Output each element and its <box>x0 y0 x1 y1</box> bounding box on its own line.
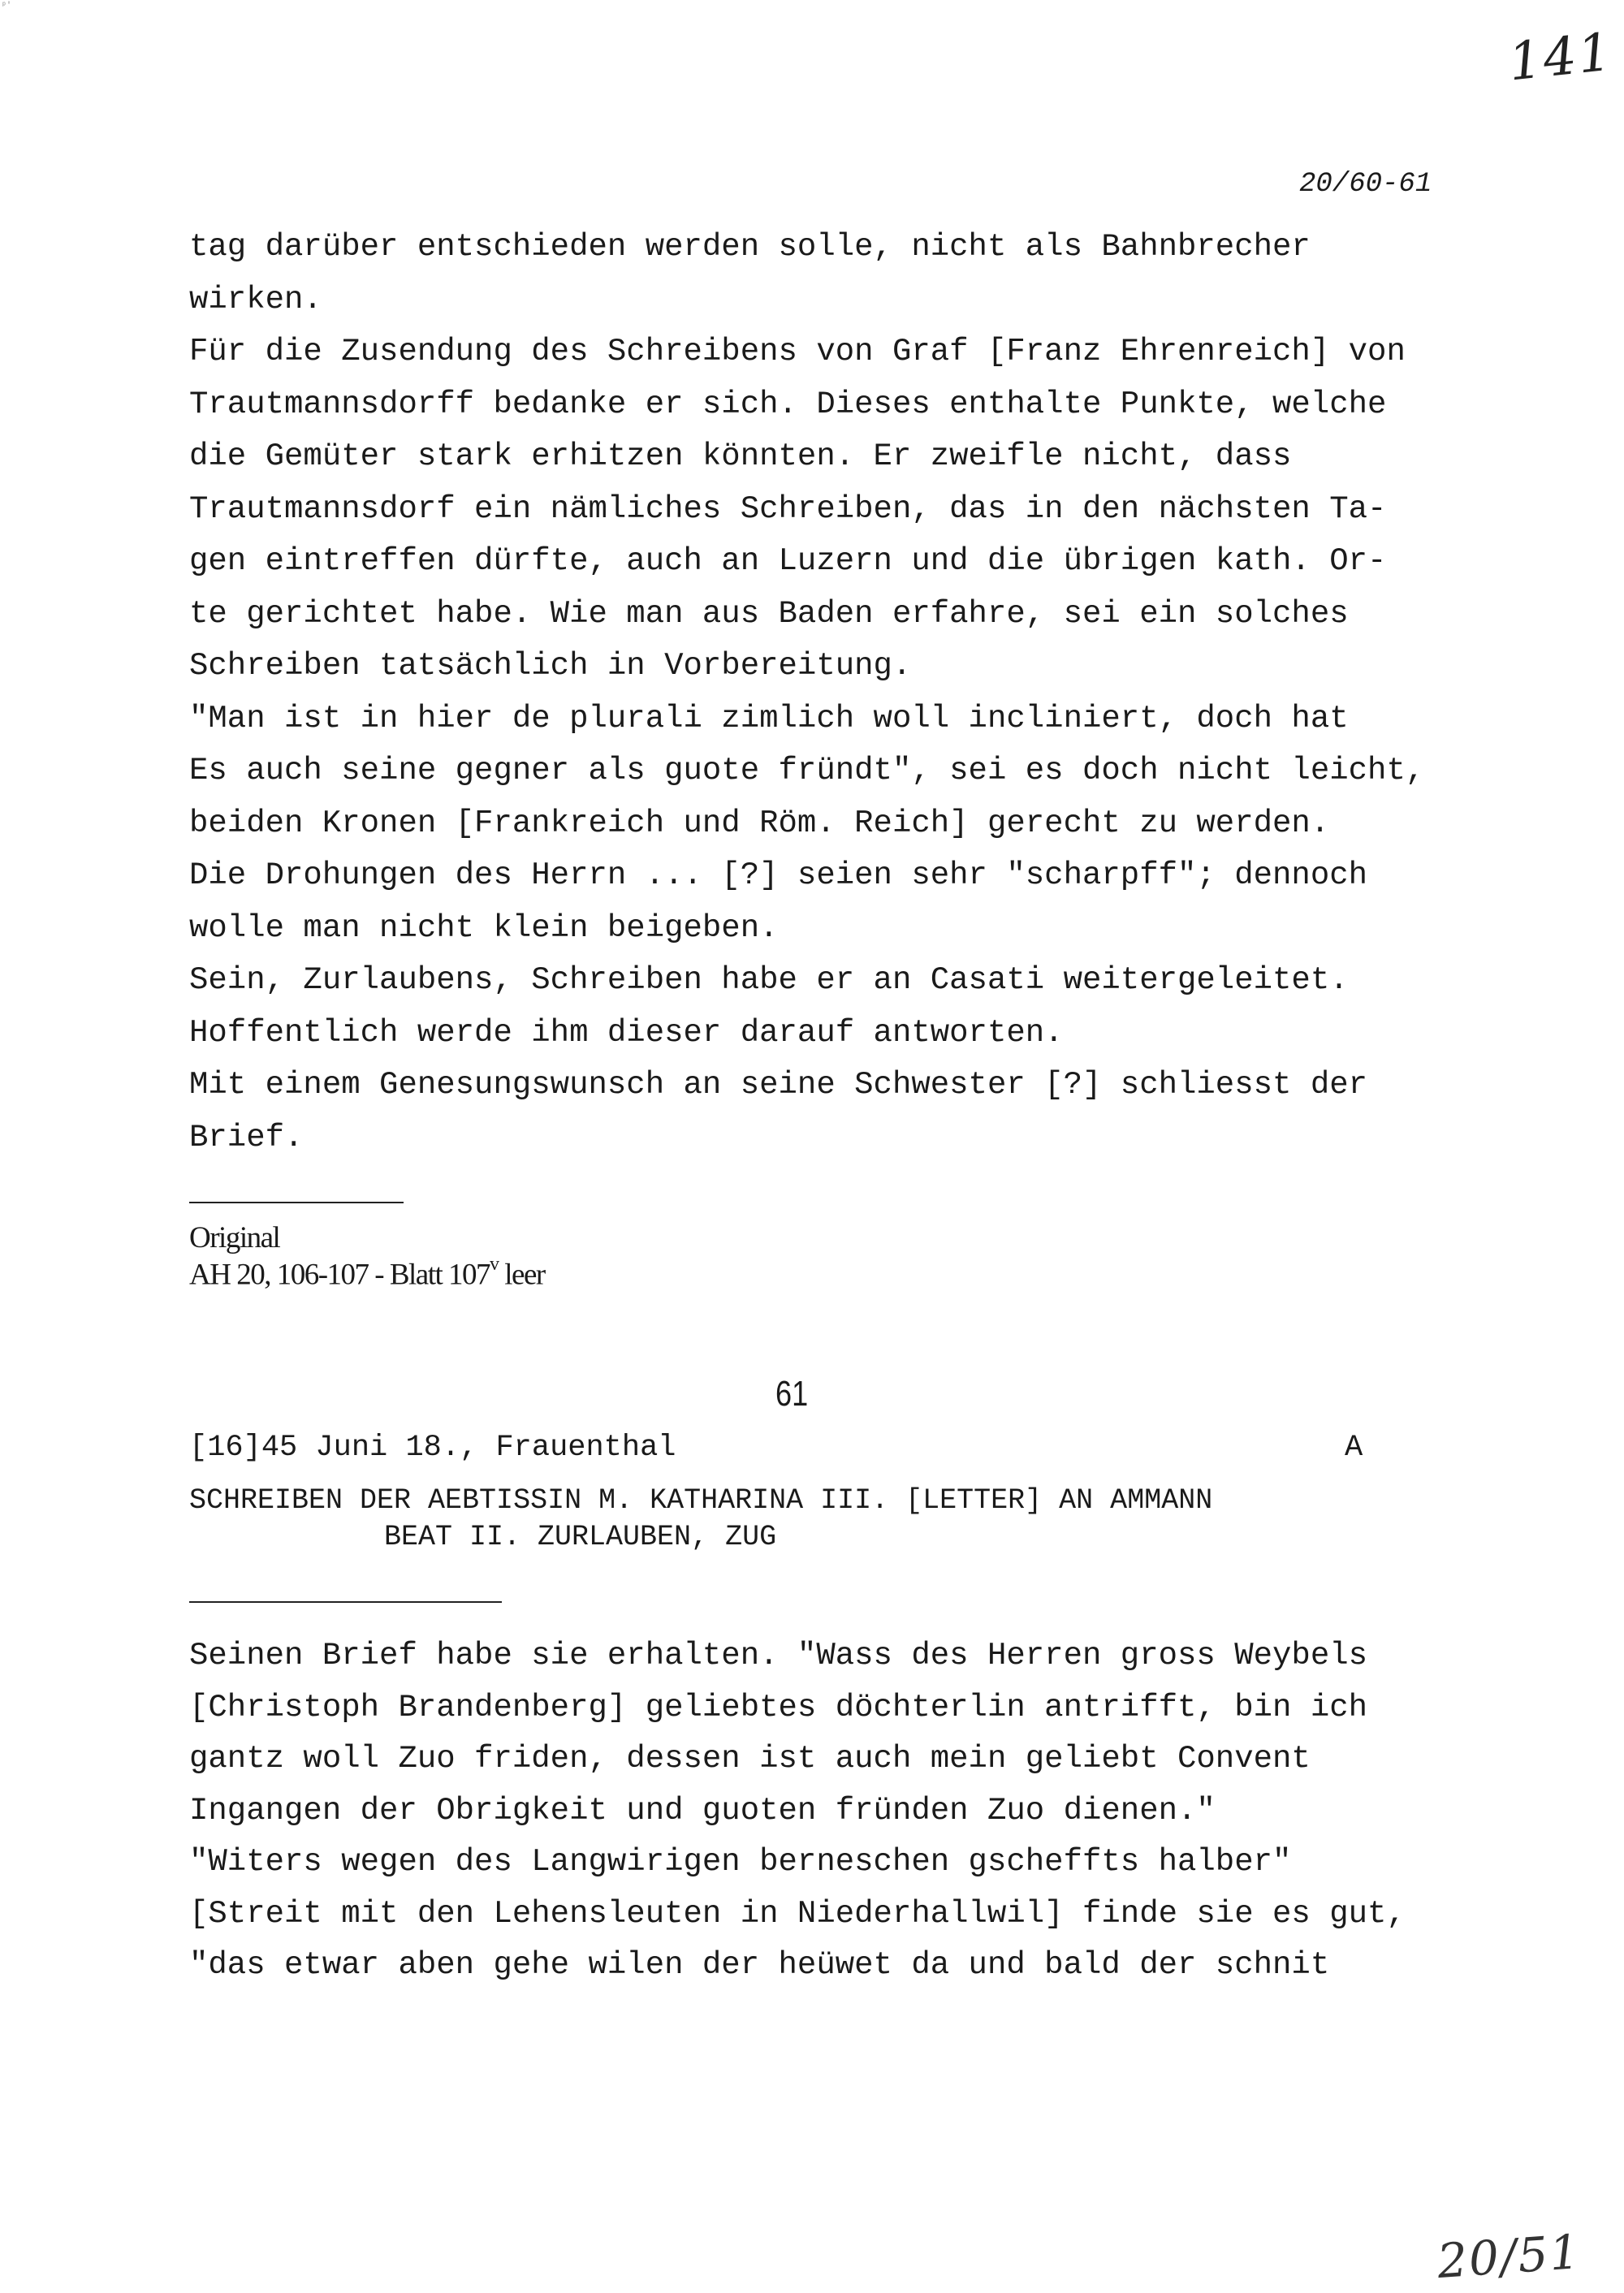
heading-divider <box>189 1601 502 1603</box>
citation-text: AH 20, 106-107 - Blatt 107 <box>189 1258 490 1292</box>
text-line: Schreiben tatsächlich in Vorbereitung. <box>189 648 912 684</box>
text-line: Die Drohungen des Herrn ... [?] seien sehr "scharpff"; dennoch <box>189 857 1368 893</box>
citation-superscript: v <box>490 1254 499 1275</box>
source-citation <box>189 1254 545 1292</box>
text-line: gen eintreffen dürfte, auch an Luzern und die übrigen kath. Or- <box>189 543 1387 579</box>
document-reference: 20/60-61 <box>1299 169 1432 200</box>
entry-date-place: [16]45 Juni 18., Frauenthal <box>189 1431 676 1465</box>
citation-suffix: leer <box>498 1258 545 1292</box>
text-line: "Man ist in hier de plurali zimlich woll incliniert, doch hat <box>189 700 1349 736</box>
text-line: Ingangen der Obrigkeit und guoten fründen Zuo dienen." <box>189 1792 1216 1829</box>
entry-heading <box>189 1483 1212 1556</box>
heading-line: SCHREIBEN DER AEBTISSIN M. KATHARINA III. [LETTER] AN AMMANN <box>189 1484 1213 1517</box>
text-line: Es auch seine gegner als guote fründt", sei es doch nicht leicht, <box>189 753 1425 788</box>
text-line: gantz woll Zuo friden, dessen ist auch mein geliebt Convent <box>189 1741 1311 1777</box>
text-line: [Christoph Brandenberg] geliebtes döchterlin antrifft, bin ich <box>189 1689 1368 1725</box>
text-line: "das etwar aben gehe wilen der heüwet da und bald der schnit <box>189 1947 1330 1983</box>
heading-line: BEAT II. ZURLAUBEN, ZUG <box>384 1521 777 1553</box>
entry-marker: A <box>1345 1431 1363 1465</box>
entry-number: 61 <box>775 1374 809 1414</box>
handwritten-archive-number: 20/51 <box>1435 2223 1583 2290</box>
text-line: beiden Kronen [Frankreich und Röm. Reich] gerecht zu werden. <box>189 805 1330 841</box>
text-line: "Witers wegen des Langwirigen berneschen gscheffts halber" <box>189 1844 1292 1880</box>
source-label: Original <box>189 1221 280 1254</box>
text-line: tag darüber entschieden werden solle, nicht als Bahnbrecher <box>189 229 1311 265</box>
text-line: te gerichtet habe. Wie man aus Baden erfahre, sei ein solches <box>189 595 1349 632</box>
handwritten-page-number: 141 <box>1505 22 1616 93</box>
text-line: Seinen Brief habe sie erhalten. "Wass des Herren gross Weybels <box>189 1638 1368 1673</box>
text-line: Brief. <box>189 1119 304 1155</box>
text-line: Sein, Zurlaubens, Schreiben habe er an Casati weitergeleitet. <box>189 962 1349 998</box>
text-line: Hoffentlich werde ihm dieser darauf antworten. <box>189 1014 1064 1051</box>
corner-mark: ᵖ' <box>2 2 12 11</box>
text-line: wolle man nicht klein beigeben. <box>189 909 779 946</box>
text-line: die Gemüter stark erhitzen könnten. Er zweifle nicht, dass <box>189 438 1292 474</box>
text-line: Mit einem Genesungswunsch an seine Schwester [?] schliesst der <box>189 1067 1368 1103</box>
text-line: Trautmannsdorf ein nämliches Schreiben, das in den nächsten Ta- <box>189 490 1387 527</box>
entry-text-block <box>189 1630 1521 1992</box>
summary-text-block <box>189 221 1521 1164</box>
text-line: wirken. <box>189 281 322 317</box>
text-line: Für die Zusendung des Schreibens von Graf [Franz Ehrenreich] von <box>189 334 1406 369</box>
text-line: [Streit mit den Lehensleuten in Niederhallwil] finde sie es gut, <box>189 1895 1406 1932</box>
source-divider <box>189 1202 404 1203</box>
text-line: Trautmannsdorff bedanke er sich. Dieses enthalte Punkte, welche <box>189 386 1387 422</box>
